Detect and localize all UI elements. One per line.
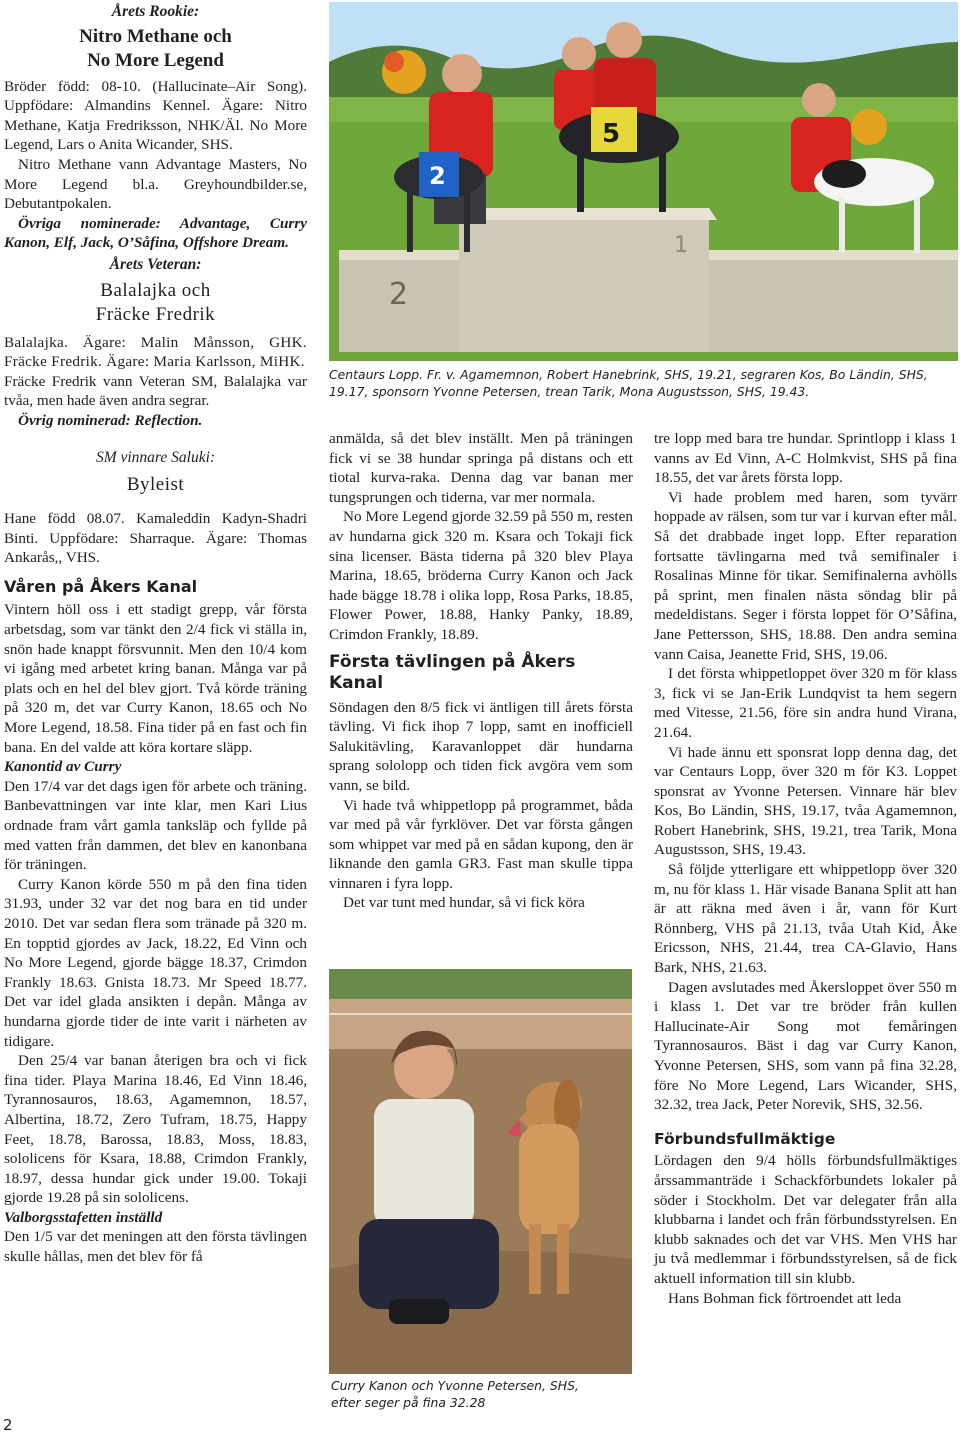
blanket-number-2: 2: [429, 162, 446, 190]
saluki-heading: SM vinnare Saluki:: [95, 448, 216, 466]
right-paragraph-2: Vi hade problem med haren, som tyvärr hoppade av rälsen, som tur var i kurvan efter mål. Så det drabbade inget lopp. Efter reparation fortsatte tävlingarna med två semifinaler i Rosalinas Minne för tikar. Semifinalerna avhölls på sprint, men finalen nästa söndag blir på medeldistans. Seger i första loppet för O’Såfina, Jane Pettersson, SHS, 18.88. Den andra semina vann Caisa, Jeanette Frid, SHS, 19.06.: [654, 488, 957, 663]
woman-dog-photo-illustration: [329, 969, 632, 1374]
podium-number-1: 1: [674, 233, 688, 258]
saluki-name: Byleist: [126, 474, 185, 496]
rookie-heading: Årets Rookie:: [111, 3, 200, 20]
right-paragraph-7: Lördagen den 9/4 hölls förbundsfullmäktiges årssammanträde i Schackförbundets lokaler på söder i Stockholm. Det var delegater från alla klubbarna i landet och från förbundsstyrelsen. En klubb saknades och det var VHS. Men VHS har ju två medlemmar i förbundsstyrelsen, så de fick aktuell information till sin klubb.: [654, 1152, 957, 1287]
veteran-nominated: Övrig nominerad: Reflection.: [18, 411, 203, 429]
veteran-heading: Årets Veteran:: [109, 255, 202, 273]
right-paragraph-3: I det första whippetloppet över 320 m för klass 3, fick vi se Jan-Erik Lundqvist ta hem segern med Vitesse, 21.56, före sin andra hund Virana, 21.64.: [654, 665, 957, 741]
right-paragraph-8: Hans Bohman fick förtroendet att leda: [668, 1289, 902, 1307]
podium-photo-illustration: [329, 2, 958, 361]
top-photo-caption: Centaurs Lopp. Fr. v. Agamemnon, Robert Hanebrink, SHS, 19.21, segraren Kos, Bo Ländin, SHS, 19.17, sponsorn Yvonne Petersen, trean Tarik, Mona Augustsson, SHS, 19.43.: [329, 367, 928, 399]
podium-number-2: 2: [389, 277, 409, 312]
middle-paragraph-3: Söndagen den 8/5 fick vi äntligen till årets första tävling. Vi fick ihop 7 lopp, samt en inofficiell Salukitävling, Karavanloppet där hundarna sprang sololopp och tiden fick avgöra vem som vann, se bild.: [329, 698, 633, 794]
bottom-photo-caption-line-2: efter seger på fina 32.28: [331, 1394, 486, 1410]
middle-paragraph-5: Det var tunt med hundar, så vi fick köra: [343, 894, 585, 912]
saluki-text: Hane född 08.07. Kamaleddin Kadyn-Shadri Binti. Uppfödare: Sharraque. Ägare: Thomas Ankarås,, VHS.: [4, 510, 307, 567]
right-column: [654, 429, 957, 1308]
curry-subheading: Kanontid av Curry: [4, 758, 122, 776]
middle-paragraph-4: Vi hade två whippetlopp på programmet, båda var med på vår fyrklöver. Det var första gången som whippet var med på en sådan kupong, den är liknande den gamla GR3. Fast man skulle tippa vinnaren i fyra lopp.: [329, 796, 633, 892]
woman-dog-photo: [329, 969, 632, 1374]
federation-heading: Förbundsfullmäktige: [654, 1129, 836, 1148]
right-paragraph-5: Så följde ytterligare ett whippetlopp över 320 m, nu för klass 1. Här visade Banana Split att han är att räkna med även i år, vann för Kurt Rönnberg, VHS på 21.13, tvåa Utah Kid, Åke Ericsson, NHS, 21.44, trea CA-Glavio, Hans Bark, NHS, 21.63.: [654, 861, 957, 977]
page-number: 2: [3, 1416, 13, 1434]
rookie-name-2: No More Legend: [87, 49, 224, 71]
bottom-photo-caption: [331, 1378, 632, 1411]
podium-photo: [329, 2, 958, 361]
curry-paragraph-2: Curry Kanon körde 550 m på den fina tiden 31.93, under 32 var det nog bara en tid under 2010. Det var sedan flera som tränade på 320 m. En topptid gjordes av Jack, 18.22, Ed Vinn och No More Legend, gjorde bägge 18.37, Crimdon Frankly 18.63. Gnista 18.73. Mr Speed 18.77. Det var idel glada ansikten i depån. Många av hundarna gjorde tider de inte varit i närheten av tidigare.: [4, 875, 307, 1050]
first-race-heading: Första tävlingen på Åkers Kanal: [329, 651, 576, 693]
veteran-text-1: Balalajka. Ägare: Malin Månsson, GHK. Fräcke Fredrik. Ägare: Maria Karlsson, MiHK.: [4, 333, 307, 371]
right-paragraph-1: tre lopp med bara tre hundar. Sprintlopp i klass 1 vanns av Ed Vinn, A-C Holmkvist, SHS på fina 18.55, det var årets första lopp.: [654, 430, 957, 487]
rookie-name-1: Nitro Methane och: [79, 25, 232, 47]
left-column: [4, 2, 307, 1267]
blanket-number-5: 5: [602, 119, 621, 149]
spring-paragraph-1: Vintern höll oss i ett stadigt grepp, vår första arbetsdag, som var tänkt den 2/4 fick vi ställa in, snön hade knappt försvunnit. Men den 10/4 kom vi igång med arbetet kring banan. Många var på plats och en hel del blev gjort. Två körde träning på 320 m, det var Curry Kanon, 18.65 och No More Legend, 18.58. Fina tider på en fast och fin bana. En del valde att köra kortare släpp.: [4, 601, 307, 756]
rookie-text-2: Nitro Methane vann Advantage Masters, No More Legend bl.a. Greyhoundbilder.se, Debutantpokalen.: [4, 155, 307, 213]
spring-heading: Våren på Åkers Kanal: [4, 576, 198, 596]
veteran-name-1: Balalajka och: [100, 279, 211, 301]
veteran-text-2: Fräcke Fredrik vann Veteran SM, Balalajka var tvåa, men hade även andra segrar.: [4, 372, 307, 410]
valborg-paragraph-1: Den 1/5 var det meningen att den första tävlingen skulle hållas, men det blev för få: [4, 1228, 307, 1266]
rookie-nominated: Övriga nominerade: Advantage, Curry Kanon, Elf, Jack, O’Såfina, Offshore Dream.: [4, 214, 307, 252]
middle-column: [329, 429, 633, 913]
valborg-subheading: Valborgsstafetten inställd: [4, 1208, 163, 1226]
middle-paragraph-2: No More Legend gjorde 32.59 på 550 m, resten av hundarna gick 320 m. Ksara och Tokaji fick sina licenser. Bästa tiderna på 320 blev Playa Marina, 18.65, bröderna Curry Kanon och Jack hade bägge 18.78 i olika lopp, Rosa Parks, 18.85, Flower Power, 18.88, Hanky Panky, 18.89, Crimdon Frankly, 18.89.: [329, 508, 633, 643]
curry-paragraph-1: Den 17/4 var det dags igen för arbete och träning. Banbevattningen var inte klar, men Kari Lius ordnade fram vårt gamla tanksläp och fyllde på med vatten från dammen, det blev en kanonbana för träningen.: [4, 777, 307, 874]
bottom-photo-caption-line-1: Curry Kanon och Yvonne Petersen, SHS,: [331, 1378, 579, 1393]
right-paragraph-4: Vi hade ännu ett sponsrat lopp denna dag, det var Centaurs Lopp, över 320 m för K3. Loppet sponsrat av Yvonne Petersen. Vinnare här blev Kos, Bo Ländin, SHS, 19.17, tvåa Agamemnon, Robert Hanebrink, SHS, 19.21, trea Tarik, Mona Augustsson, SHS, 19.43.: [654, 743, 957, 859]
rookie-text-1: Bröder född: 08-10. (Hallucinate–Air Song). Uppfödare: Almandins Kennel. Ägare: Nitro Methane, Katja Fredriksson, NHK/Äl. No More Legend, Lars o Anita Wicander, SHS.: [4, 77, 307, 154]
middle-paragraph-1: anmälda, så det blev inställt. Men på träningen fick vi se 38 hundar springa på distans och ett tiotal kurva-raka. Denna dag var banan mer tungsprungen och tiderna, var mer normala.: [329, 430, 633, 506]
veteran-name-2: Fräcke Fredrik: [95, 303, 216, 325]
right-paragraph-6: Dagen avslutades med Åkersloppet över 550 m i klass 1. Det var tre bröder från kullen Hallucinate-Air Song mot femåringen Tyrannosauros. Bäst i dag var Curry Kanon, Yvonne Petersen, SHS, som vann på fina 32.28, före No More Legend, Lars Wicander, SHS, 32.32, trea Jack, Peter Norevik, SHS, 32.56.: [654, 978, 957, 1114]
curry-paragraph-3: Den 25/4 var banan återigen bra och vi fick fina tider. Playa Marina 18.46, Ed Vinn 18.46, Tyrannosauros, 18.63, Agamemnon, 18.57, Albertina, 18.72, Zero Tufram, 18.75, Happy Feet, 18.78, Barossa, 18.83, Moss, 18.83, sololicens för Ksara, 18.88, Crimdon Frankly, 18.97, dessa hundar gick under 19.00. Tokaji gjorde 19.28 på sin sololicens.: [4, 1052, 307, 1207]
